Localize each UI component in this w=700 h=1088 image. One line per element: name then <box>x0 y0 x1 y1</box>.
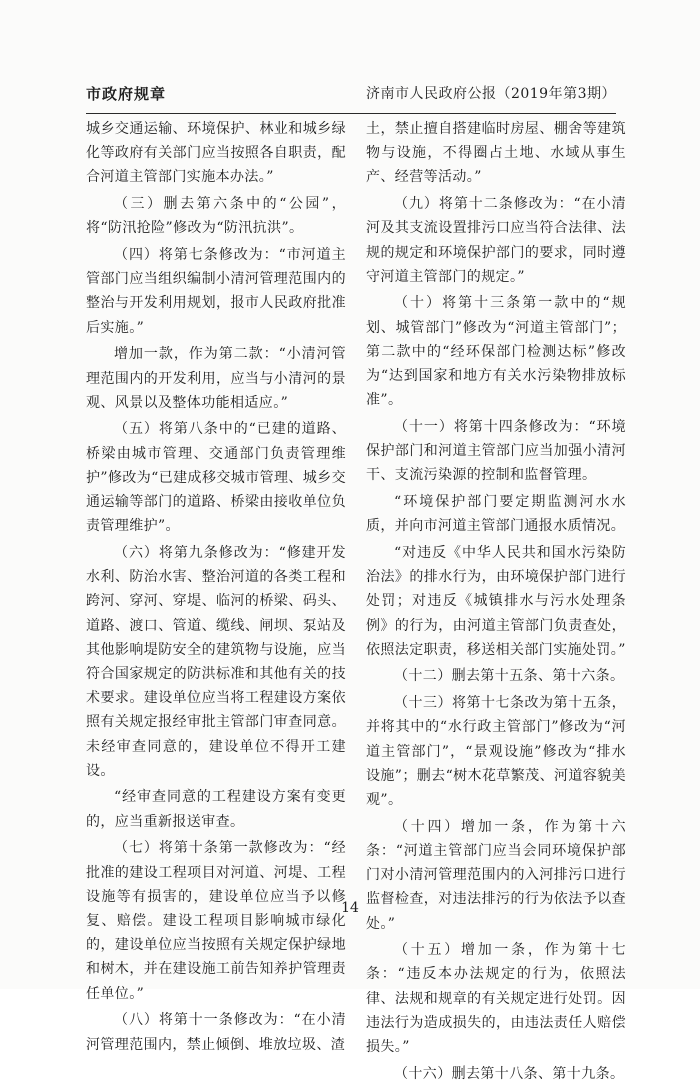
paragraph: （四）将第七条修改为：“市河道主管部门应当组织编制小清河管理范围内的整治与开发利用规划，报市人民政府批准后实施。” <box>86 247 346 336</box>
paragraph: （十）将第十三条第一款中的“规划、城管部门”修改为“河道主管部门”；第二款中的“经环保部门检测达标”修改为“达到国家和地方有关水污染物排放标准”。 <box>366 295 626 409</box>
paragraph: （十一）将第十四条修改为：“环境保护部门和河道主管部门应当加强小清河干、支流污染源的控制和监督管理。 <box>366 418 626 484</box>
paragraph: 城乡交通运输、环境保护、林业和城乡绿化等政府有关部门应当按照各自职责，配合河道主管部门实施本办法。” <box>86 121 346 186</box>
paragraph: （七）将第十条第一款修改为：“经批准的建设工程项目对河道、河堤、工程设施等有损害的，建设单位应当予以修复、赔偿。建设工程项目影响城市绿化的，建设单位应当按照有关规定保护绿地和树木，并在建设施工前告知养护管理责任单位。” <box>86 840 346 1002</box>
publication-title: 济南市人民政府公报（2019年第3期） <box>365 86 616 102</box>
paragraph: （十三）将第十七条改为第十五条，并将其中的“水行政主管部门”修改为“河道主管部门”，“景观设施”修改为“排水设施”；删去“树木花草繁茂、河道容貌美观”。 <box>366 695 626 808</box>
paragraph: （十五）增加一条，作为第十七条：“违反本办法规定的行为，依照法律、法规和规章的有关规定进行处罚。因违法行为造成损失的，由违法责任人赔偿损失。” <box>366 942 626 1056</box>
paragraph: （八）将第十一条修改为：“在小清河管理范围内，禁止倾倒、堆放垃圾、渣 <box>86 1012 346 1053</box>
right-column <box>366 117 626 1088</box>
section-title: 市政府规章 <box>86 85 167 103</box>
paragraph: 增加一款，作为第二款：“小清河管理范围内的开发利用，应当与小清河的景观、风景以及整体功能相适应。” <box>86 346 346 411</box>
paragraph: （三）删去第六条中的“公园”，将“防汛抢险”修改为“防汛抗洪”。 <box>86 196 346 237</box>
paragraph: （五）将第八条中的“已建的道路、桥梁由城市管理、交通部门负责管理维护”修改为“已建成移交城市管理、城乡交通运输等部门的道路、桥梁由接收单位负责管理维护”。 <box>86 421 346 535</box>
paragraph: （十二）删去第十五条、第十六条。 <box>394 668 625 685</box>
paragraph: “环境保护部门要定期监测河水水质，并向市河道主管部门通报水质情况。 <box>366 494 626 535</box>
paragraph: （九）将第十二条修改为：“在小清河及其支流设置排污口应当符合法律、法规的规定和环境保护部门的要求，同时遵守河道主管部门的规定。” <box>366 196 626 285</box>
page-number: 14 <box>341 900 359 916</box>
paragraph: （六）将第九条修改为：“修建开发水利、防治水害、整治河道的各类工程和跨河、穿河、穿堤、临河的桥梁、码头、道路、渡口、管道、缆线、闸坝、泵站及其他影响堤防安全的建筑物与设施，应当符合国家规定的防洪标准和其他有关的技术要求。建设单位应当将工程建设方案依照有关规定报经审批主管部门审查同意。未经审查同意的，建设单位不得开工建设。 <box>86 544 346 779</box>
paragraph: 土，禁止擅自搭建临时房屋、棚舍等建筑物与设施，不得圈占土地、水域从事生产、经营等活动。” <box>366 121 626 186</box>
left-column <box>86 117 346 1059</box>
paragraph: “对违反《中华人民共和国水污染防治法》的排水行为，由环境保护部门进行处罚；对违反《城镇排水与污水处理条例》的行为，由河道主管部门负责查处，依照法定职责，移送相关部门实施处罚。” <box>366 544 626 658</box>
paragraph: （十四）增加一条，作为第十六条：“河道主管部门应当会同环境保护部门对小清河管理范围内的入河排污口进行监督检查，对违法排污的行为依法予以查处。” <box>366 818 626 932</box>
paragraph: （十六）删去第十八条、第十九条。 <box>394 1065 625 1082</box>
header-rule <box>86 113 616 114</box>
paragraph: “经审查同意的工程建设方案有变更的，应当重新报送审查。 <box>86 789 346 830</box>
